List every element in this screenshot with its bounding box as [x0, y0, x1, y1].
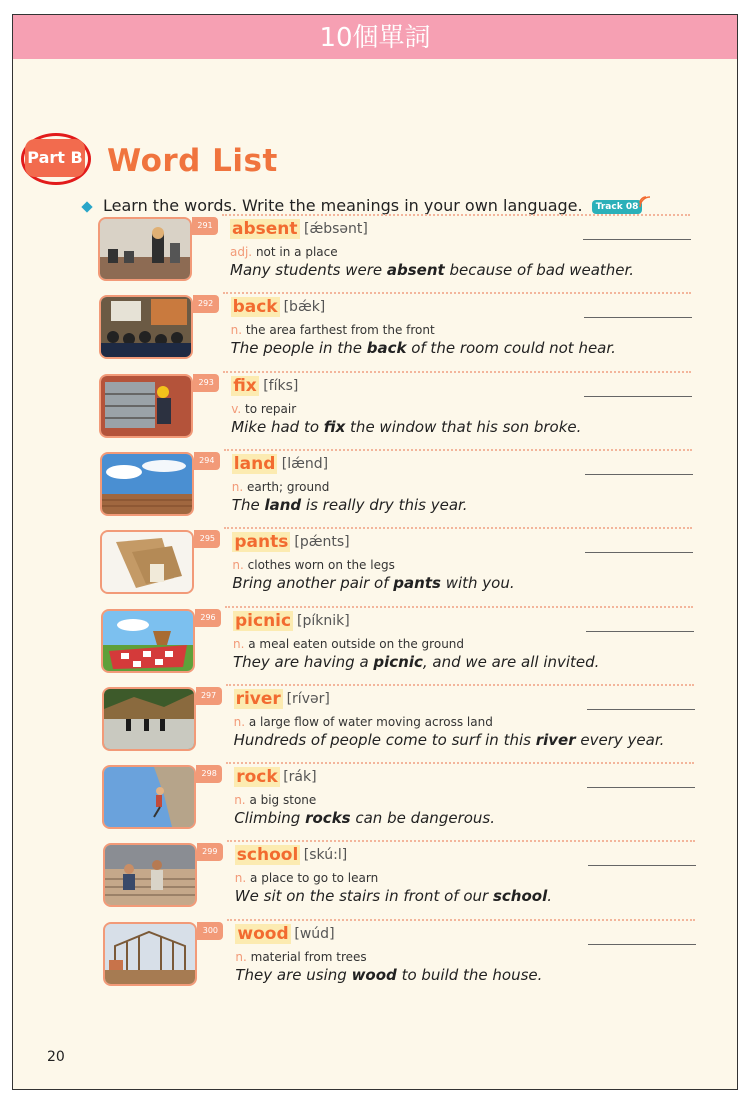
word-number: 292	[193, 295, 219, 313]
word-number: 299	[197, 843, 223, 861]
example-keyword: rocks	[305, 809, 351, 828]
meaning-answer-line[interactable]	[586, 631, 694, 632]
example-sentence	[234, 809, 495, 827]
example-post: , and we are all invited.	[422, 652, 600, 671]
pronunciation: [rák]	[283, 769, 317, 786]
example-post: is really dry this year.	[301, 495, 468, 514]
word-entry	[101, 609, 701, 675]
definition-text: clothes worn on the legs	[247, 558, 395, 573]
word-photo	[100, 452, 194, 516]
word-photo	[100, 530, 194, 594]
word-photo	[99, 295, 193, 359]
word-photo	[98, 217, 192, 281]
dotted-divider	[225, 606, 693, 608]
definition-text: a meal eaten outside on the ground	[248, 636, 465, 651]
word-entry	[103, 922, 703, 988]
example-pre: They are having a	[233, 652, 374, 671]
pronunciation: [fíks]	[263, 377, 299, 394]
meaning-answer-line[interactable]	[584, 396, 692, 397]
headword: fix	[233, 375, 257, 396]
definition	[232, 558, 394, 572]
dotted-divider	[227, 840, 695, 842]
definition-text: a place to go to learn	[250, 871, 379, 886]
definition	[235, 871, 378, 885]
word-photo	[102, 765, 196, 829]
textbook-page	[12, 14, 738, 1090]
meaning-answer-line[interactable]	[587, 787, 695, 788]
part-of-speech: n.	[230, 323, 243, 338]
example-sentence	[230, 261, 634, 279]
audio-wave-icon	[639, 196, 651, 208]
page-title: Word List	[107, 143, 278, 179]
dotted-divider	[224, 527, 692, 529]
definition-text: earth; ground	[247, 479, 330, 494]
example-keyword: fix	[323, 417, 346, 436]
example-post: to build the house.	[396, 965, 543, 984]
example-sentence	[232, 574, 514, 592]
definition	[234, 715, 493, 729]
headword: back	[232, 297, 278, 318]
definition	[235, 950, 366, 964]
example-post: with you.	[440, 574, 515, 593]
part-of-speech: n.	[234, 871, 247, 886]
word-entry	[103, 843, 703, 909]
example-keyword: wood	[351, 965, 397, 984]
example-post: of the room could not hear.	[406, 339, 616, 358]
definition-text: material from trees	[250, 949, 367, 964]
example-pre: Mike had to	[231, 417, 324, 436]
example-keyword: picnic	[373, 652, 423, 671]
example-keyword: pants	[393, 574, 441, 593]
headword: picnic	[235, 610, 292, 631]
dotted-divider	[226, 762, 694, 764]
word-entry	[102, 687, 702, 753]
word-number: 291	[192, 217, 218, 235]
pronunciation: [bǽk]	[283, 299, 326, 316]
part-of-speech: n.	[231, 479, 244, 494]
definition	[232, 480, 330, 494]
word-entry	[98, 217, 698, 283]
word-number: 298	[196, 765, 222, 783]
example-sentence	[231, 339, 616, 357]
meaning-answer-line[interactable]	[585, 474, 693, 475]
example-pre: The people in the	[230, 339, 367, 358]
dotted-divider	[227, 919, 695, 921]
word-photo	[99, 374, 193, 438]
word-photo	[102, 687, 196, 751]
diamond-bullet-icon	[81, 201, 92, 212]
word-photo	[103, 843, 197, 907]
headword: school	[236, 845, 299, 866]
example-pre: Bring another pair of	[232, 574, 394, 593]
part-of-speech: adj.	[230, 245, 253, 259]
part-of-speech: n.	[232, 558, 244, 573]
headword: rock	[236, 767, 278, 788]
word-number: 295	[194, 530, 220, 548]
meaning-answer-line[interactable]	[588, 865, 696, 866]
example-keyword: school	[492, 887, 548, 906]
dotted-divider	[224, 449, 692, 451]
word-photo	[101, 609, 195, 673]
definition-text: to repair	[245, 401, 297, 416]
example-keyword: land	[264, 495, 302, 514]
part-of-speech: v.	[231, 401, 242, 416]
example-sentence	[235, 887, 552, 905]
definition	[233, 637, 464, 651]
example-pre: The	[231, 495, 265, 514]
word-entry	[99, 374, 699, 440]
example-sentence	[231, 418, 581, 436]
example-sentence	[234, 731, 665, 749]
example-pre: Climbing	[234, 809, 306, 828]
dotted-divider	[223, 292, 691, 294]
definition-text: the area farthest from the front	[245, 323, 435, 338]
instruction-text: Learn the words. Write the meanings in your own language.	[103, 196, 583, 215]
example-pre: They are using	[235, 965, 352, 984]
example-pre: We sit on the stairs in front of our	[234, 887, 493, 906]
word-entry	[100, 452, 700, 518]
word-number: 296	[195, 609, 221, 627]
word-number: 294	[194, 452, 220, 470]
pronunciation: [rívər]	[286, 690, 330, 707]
example-sentence	[235, 966, 542, 984]
word-number: 300	[197, 922, 223, 940]
dotted-divider	[222, 214, 690, 216]
pronunciation: [pǽnts]	[294, 534, 350, 551]
page-banner: 10個單詞	[13, 15, 737, 59]
example-keyword: absent	[386, 261, 445, 279]
example-post: because of bad weather.	[444, 261, 635, 279]
meaning-answer-line[interactable]	[588, 944, 696, 945]
word-number: 297	[196, 687, 222, 705]
dotted-divider	[223, 371, 691, 373]
word-number: 293	[193, 374, 219, 392]
definition	[231, 323, 435, 337]
pronunciation: [píknik]	[297, 612, 350, 629]
definition-text: not in a place	[255, 245, 338, 259]
dotted-divider	[226, 684, 694, 686]
word-entry	[100, 530, 700, 596]
track-badge[interactable]: Track 08	[592, 200, 643, 214]
word-photo	[103, 922, 197, 986]
headword: river	[235, 688, 281, 709]
example-keyword: river	[535, 730, 576, 749]
headword: absent	[232, 219, 298, 239]
meaning-answer-line[interactable]	[584, 317, 692, 318]
pronunciation: [skú:l]	[303, 847, 348, 864]
part-of-speech: n.	[233, 714, 246, 729]
example-sentence	[232, 496, 468, 514]
headword: wood	[237, 923, 289, 944]
pronunciation: [ǽbsənt]	[304, 221, 368, 237]
word-entry	[102, 765, 702, 831]
example-pre: Many students were	[230, 261, 387, 279]
part-of-speech: n.	[233, 636, 245, 651]
part-of-speech: n.	[235, 949, 247, 964]
page-number: 20	[47, 1049, 65, 1065]
example-post: every year.	[575, 730, 665, 749]
example-post: the window that his son broke.	[345, 417, 582, 436]
example-post: .	[547, 887, 553, 906]
example-post: can be dangerous.	[350, 809, 495, 828]
part-badge: Part B	[25, 139, 85, 177]
headword: pants	[234, 532, 289, 553]
instruction	[83, 196, 651, 215]
definition	[231, 402, 296, 416]
word-entry	[99, 295, 699, 361]
meaning-answer-line[interactable]	[585, 552, 693, 553]
headword: land	[233, 453, 276, 474]
example-sentence	[233, 653, 599, 671]
definition	[230, 245, 338, 259]
pronunciation: [wúd]	[294, 925, 335, 942]
definition-text: a large flow of water moving across land	[248, 714, 493, 729]
example-pre: Hundreds of people come to surf in this	[233, 730, 536, 749]
meaning-answer-line[interactable]	[583, 239, 691, 240]
meaning-answer-line[interactable]	[587, 709, 695, 710]
example-keyword: back	[366, 339, 407, 358]
pronunciation: [lǽnd]	[281, 455, 329, 472]
part-of-speech: n.	[234, 793, 246, 808]
definition-text: a big stone	[249, 793, 317, 808]
definition	[234, 793, 316, 807]
